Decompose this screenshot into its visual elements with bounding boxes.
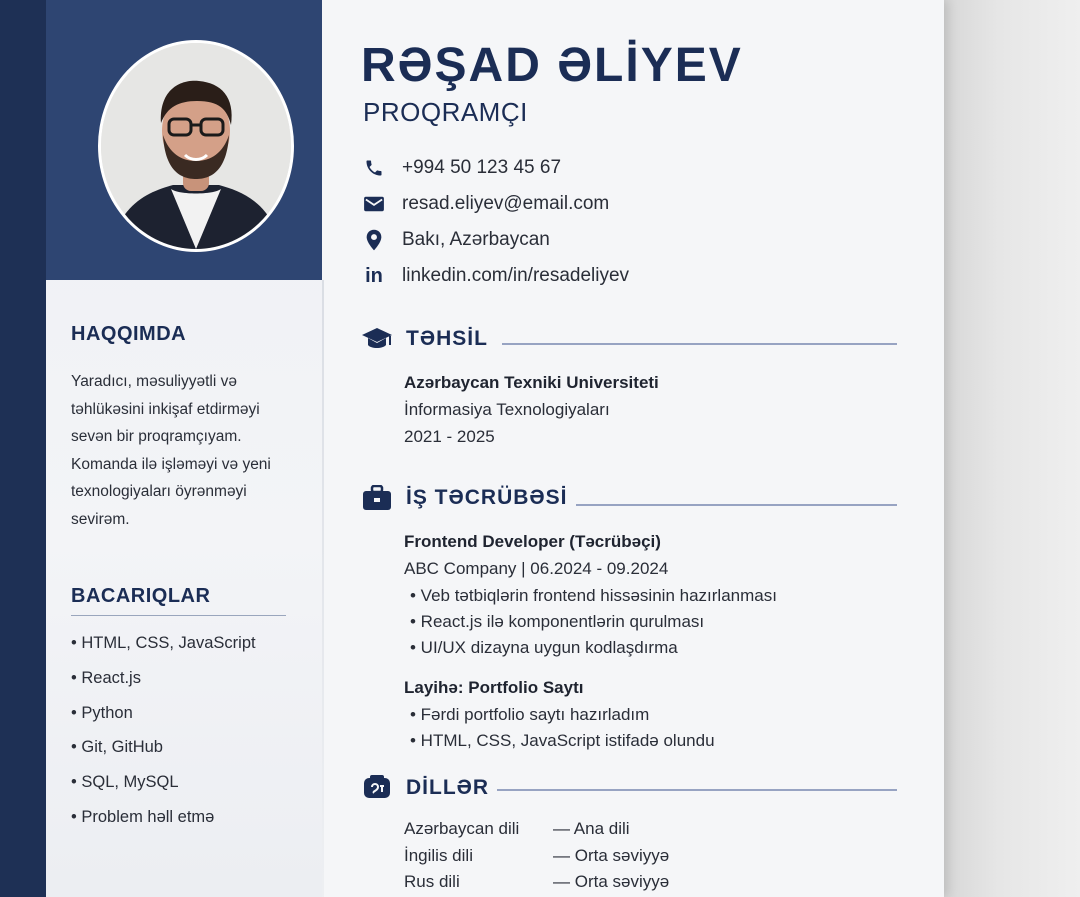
project-bullet: • HTML, CSS, JavaScript istifadə olundu (410, 731, 715, 750)
job-bullet: • React.js ilə komponentlərin qurulması (410, 612, 705, 631)
skill-item: • Git, GitHub (71, 738, 163, 756)
about-heading: HAQQIMDA (71, 323, 187, 345)
language-name: Azərbaycan dili (404, 819, 520, 838)
background-wall (944, 0, 1080, 897)
education-section-header (360, 322, 488, 356)
languages-icon (360, 773, 394, 803)
major-name: İnformasiya Texnologiyaları (404, 400, 610, 419)
phone-text: +994 50 123 45 67 (402, 157, 562, 178)
location-text: Bakı, Azərbaycan (402, 229, 550, 250)
skills-rule (71, 615, 286, 616)
job-title: Frontend Developer (Təcrübəçi) (404, 532, 661, 551)
briefcase-icon (360, 483, 394, 513)
languages-rule (497, 789, 897, 791)
phone-icon (362, 156, 386, 180)
education-rule (502, 343, 897, 345)
skill-item: • React.js (71, 669, 141, 687)
project-title: Layihə: Portfolio Saytı (404, 678, 584, 697)
experience-rule (576, 504, 897, 506)
language-level: — Orta səviyyə (553, 846, 670, 865)
languages-section-header (360, 771, 489, 805)
contact-phone (362, 154, 561, 182)
column-divider (322, 280, 324, 897)
languages-title: DİLLƏR (406, 776, 490, 799)
contact-linkedin (362, 262, 629, 290)
navy-spine (0, 0, 46, 897)
email-icon (362, 192, 386, 216)
language-name: İngilis dili (404, 846, 473, 865)
school-name: Azərbaycan Texniki Universiteti (404, 373, 659, 392)
education-years: 2021 - 2025 (404, 427, 495, 446)
job-bullet: • UI/UX dizayna uygun kodlaşdırma (410, 638, 678, 657)
company-line: ABC Company | 06.2024 - 09.2024 (404, 559, 669, 578)
skill-item: • Problem həll etmə (71, 808, 215, 826)
contact-email (362, 190, 609, 218)
linkedin-text: linkedin.com/in/resadeliyev (402, 265, 630, 286)
project-bullet: • Fərdi portfolio saytı hazırladım (410, 705, 650, 724)
skill-item: • Python (71, 704, 133, 722)
graduation-cap-icon (360, 324, 394, 354)
portrait-photo (98, 40, 294, 252)
skill-item: • HTML, CSS, JavaScript (71, 634, 256, 652)
language-name: Rus dili (404, 872, 460, 891)
language-level: — Ana dili (553, 819, 630, 838)
contact-location (362, 226, 550, 254)
language-level: — Orta səviyyə (553, 872, 670, 891)
linkedin-icon: in (365, 264, 383, 287)
location-pin-icon (362, 228, 386, 252)
full-name: RƏŞAD ƏLİYEV (361, 39, 743, 92)
skill-item: • SQL, MySQL (71, 773, 179, 791)
job-role: PROQRAMÇI (363, 97, 528, 127)
experience-section-header (360, 481, 568, 515)
experience-title: İŞ TƏCRÜBƏSİ (406, 486, 568, 509)
email-text: resad.eliyev@email.com (402, 193, 610, 214)
avatar (101, 43, 291, 249)
job-bullet: • Veb tətbiqlərin frontend hissəsinin hazırlanması (410, 586, 777, 605)
about-text: Yaradıcı, məsuliyyətli və təhlükəsini inkişaf etdirməyi sevən bir proqramçıyam. Komanda ilə işləməyi və yeni texnologiyaları öyrənməyi sevirəm. (71, 373, 271, 528)
education-title: TƏHSİL (406, 327, 488, 350)
skills-heading: BACARIQLAR (71, 585, 211, 607)
